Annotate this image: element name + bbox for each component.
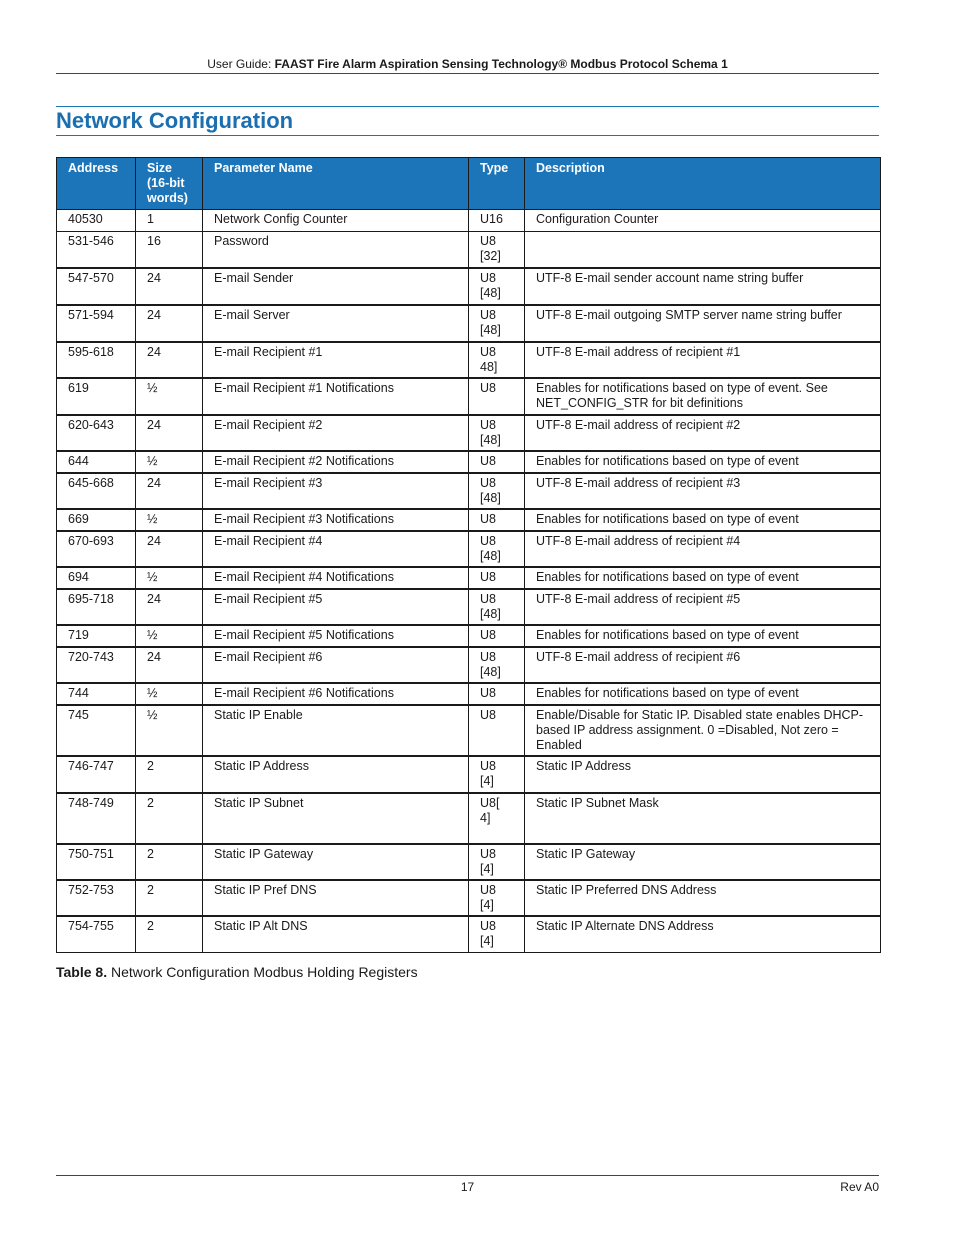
cell-parameter-name: E-mail Recipient #4: [203, 531, 469, 567]
cell-parameter-name: E-mail Server: [203, 305, 469, 342]
cell-type: U8 [4]: [469, 880, 525, 916]
cell-address: 669: [57, 509, 136, 531]
cell-address: 745: [57, 705, 136, 756]
table-row: [57, 378, 881, 415]
cell-size: 24: [136, 415, 203, 451]
cell-description: UTF-8 E-mail address of recipient #6: [525, 647, 881, 683]
cell-type: U8 [48]: [469, 647, 525, 683]
cell-parameter-name: E-mail Recipient #1: [203, 342, 469, 378]
cell-type: U8 [48]: [469, 473, 525, 509]
table-row: [57, 451, 881, 473]
cell-address: 619: [57, 378, 136, 415]
cell-description: Enable/Disable for Static IP. Disabled state enables DHCP-based IP address assignment. 0 =Disabled, Not zero = Enabled: [525, 705, 881, 756]
cell-description: Configuration Counter: [525, 210, 881, 232]
cell-type: U8 [48]: [469, 305, 525, 342]
cell-type: U8: [469, 451, 525, 473]
cell-size: 2: [136, 844, 203, 880]
cell-address: 670-693: [57, 531, 136, 567]
cell-type: U8 [4]: [469, 916, 525, 953]
column-header-type: Type: [469, 158, 525, 210]
cell-parameter-name: E-mail Recipient #4 Notifications: [203, 567, 469, 589]
cell-address: 746-747: [57, 756, 136, 793]
table-row: [57, 589, 881, 625]
cell-description: UTF-8 E-mail address of recipient #2: [525, 415, 881, 451]
cell-description: Enables for notifications based on type of event: [525, 451, 881, 473]
table-row: [57, 415, 881, 451]
cell-address: 754-755: [57, 916, 136, 953]
cell-size: ½: [136, 683, 203, 705]
caption-label: Table 8.: [56, 964, 108, 980]
title-rule-bottom: [56, 135, 879, 136]
cell-parameter-name: E-mail Recipient #5 Notifications: [203, 625, 469, 647]
revision-label: Rev A0: [840, 1180, 879, 1194]
footer-rule: [56, 1175, 879, 1176]
cell-size: ½: [136, 625, 203, 647]
cell-type: U8: [469, 567, 525, 589]
cell-description: UTF-8 E-mail address of recipient #3: [525, 473, 881, 509]
cell-type: U16: [469, 210, 525, 232]
cell-description: UTF-8 E-mail address of recipient #4: [525, 531, 881, 567]
cell-description: UTF-8 E-mail address of recipient #1: [525, 342, 881, 378]
cell-address: 752-753: [57, 880, 136, 916]
cell-description: Static IP Subnet Mask: [525, 793, 881, 844]
table-row: [57, 232, 881, 268]
cell-parameter-name: Static IP Subnet: [203, 793, 469, 844]
cell-address: 531-546: [57, 232, 136, 268]
cell-size: 2: [136, 880, 203, 916]
cell-address: 571-594: [57, 305, 136, 342]
table-row: [57, 567, 881, 589]
cell-parameter-name: Static IP Gateway: [203, 844, 469, 880]
cell-size: 16: [136, 232, 203, 268]
cell-type: U8: [469, 705, 525, 756]
table-row: [57, 305, 881, 342]
cell-address: 719: [57, 625, 136, 647]
table-row: [57, 880, 881, 916]
cell-description: UTF-8 E-mail address of recipient #5: [525, 589, 881, 625]
cell-parameter-name: Static IP Address: [203, 756, 469, 793]
cell-size: 2: [136, 756, 203, 793]
table-row: [57, 793, 881, 844]
cell-description: Static IP Gateway: [525, 844, 881, 880]
cell-parameter-name: Static IP Enable: [203, 705, 469, 756]
cell-type: U8: [469, 683, 525, 705]
cell-parameter-name: Network Config Counter: [203, 210, 469, 232]
cell-parameter-name: E-mail Recipient #2 Notifications: [203, 451, 469, 473]
cell-parameter-name: E-mail Recipient #6 Notifications: [203, 683, 469, 705]
header-title: FAAST Fire Alarm Aspiration Sensing Technology® Modbus Protocol Schema 1: [274, 57, 728, 71]
table-row: [57, 268, 881, 305]
cell-description: Static IP Alternate DNS Address: [525, 916, 881, 953]
cell-address: 620-643: [57, 415, 136, 451]
cell-description: UTF-8 E-mail sender account name string buffer: [525, 268, 881, 305]
cell-size: 1: [136, 210, 203, 232]
table-header-row: [57, 158, 881, 210]
cell-description: Static IP Address: [525, 756, 881, 793]
table-row: [57, 625, 881, 647]
cell-type: U8 [48]: [469, 268, 525, 305]
table-row: [57, 531, 881, 567]
cell-size: ½: [136, 509, 203, 531]
cell-description: Static IP Preferred DNS Address: [525, 880, 881, 916]
header-rule: [56, 73, 879, 74]
cell-parameter-name: Static IP Alt DNS: [203, 916, 469, 953]
cell-parameter-name: E-mail Sender: [203, 268, 469, 305]
cell-address: 748-749: [57, 793, 136, 844]
table-body: [57, 210, 881, 953]
cell-type: U8 [48]: [469, 589, 525, 625]
cell-size: 24: [136, 589, 203, 625]
header-prefix: User Guide:: [207, 57, 275, 71]
table-row: [57, 509, 881, 531]
page-number: 17: [460, 1180, 475, 1194]
table-row: [57, 916, 881, 953]
cell-size: ½: [136, 378, 203, 415]
cell-parameter-name: E-mail Recipient #3: [203, 473, 469, 509]
table-caption: [56, 964, 418, 980]
cell-description: Enables for notifications based on type of event: [525, 509, 881, 531]
cell-type: U8: [469, 509, 525, 531]
cell-address: 695-718: [57, 589, 136, 625]
cell-type: U8: [469, 625, 525, 647]
cell-description: [525, 232, 881, 268]
cell-type: U8 [48]: [469, 531, 525, 567]
table-row: [57, 210, 881, 232]
cell-address: 644: [57, 451, 136, 473]
cell-type: U8 48]: [469, 342, 525, 378]
running-header: [56, 57, 879, 71]
cell-address: 744: [57, 683, 136, 705]
cell-size: 24: [136, 268, 203, 305]
cell-address: 750-751: [57, 844, 136, 880]
column-header-address: Address: [57, 158, 136, 210]
cell-parameter-name: E-mail Recipient #6: [203, 647, 469, 683]
cell-description: Enables for notifications based on type of event. See NET_CONFIG_STR for bit definitions: [525, 378, 881, 415]
table-row: [57, 473, 881, 509]
cell-address: 645-668: [57, 473, 136, 509]
caption-text: Network Configuration Modbus Holding Registers: [107, 964, 418, 980]
cell-description: UTF-8 E-mail outgoing SMTP server name string buffer: [525, 305, 881, 342]
column-header-description: Description: [525, 158, 881, 210]
cell-parameter-name: E-mail Recipient #3 Notifications: [203, 509, 469, 531]
cell-description: Enables for notifications based on type of event: [525, 625, 881, 647]
cell-size: 24: [136, 305, 203, 342]
table-row: [57, 756, 881, 793]
cell-parameter-name: E-mail Recipient #1 Notifications: [203, 378, 469, 415]
cell-size: 24: [136, 647, 203, 683]
table-row: [57, 342, 881, 378]
column-header-parameter-name: Parameter Name: [203, 158, 469, 210]
cell-size: 2: [136, 916, 203, 953]
cell-description: Enables for notifications based on type of event: [525, 683, 881, 705]
cell-size: ½: [136, 567, 203, 589]
cell-type: U8 [48]: [469, 415, 525, 451]
table-row: [57, 844, 881, 880]
cell-type: U8 [4]: [469, 756, 525, 793]
cell-type: U8 [32]: [469, 232, 525, 268]
cell-address: 595-618: [57, 342, 136, 378]
table-row: [57, 683, 881, 705]
cell-parameter-name: E-mail Recipient #5: [203, 589, 469, 625]
cell-address: 694: [57, 567, 136, 589]
cell-size: ½: [136, 451, 203, 473]
cell-type: U8 [4]: [469, 844, 525, 880]
cell-address: 720-743: [57, 647, 136, 683]
cell-size: 24: [136, 473, 203, 509]
table-row: [57, 705, 881, 756]
cell-size: 24: [136, 342, 203, 378]
cell-type: U8: [469, 378, 525, 415]
cell-parameter-name: Static IP Pref DNS: [203, 880, 469, 916]
cell-description: Enables for notifications based on type of event: [525, 567, 881, 589]
column-header-size: Size (16-bit words): [136, 158, 203, 210]
page-title: Network Configuration: [56, 108, 294, 133]
cell-size: 24: [136, 531, 203, 567]
cell-size: ½: [136, 705, 203, 756]
table-row: [57, 647, 881, 683]
register-table: [56, 157, 881, 953]
cell-size: 2: [136, 793, 203, 844]
cell-parameter-name: E-mail Recipient #2: [203, 415, 469, 451]
cell-type: U8[ 4]: [469, 793, 525, 844]
cell-parameter-name: Password: [203, 232, 469, 268]
cell-address: 40530: [57, 210, 136, 232]
cell-address: 547-570: [57, 268, 136, 305]
